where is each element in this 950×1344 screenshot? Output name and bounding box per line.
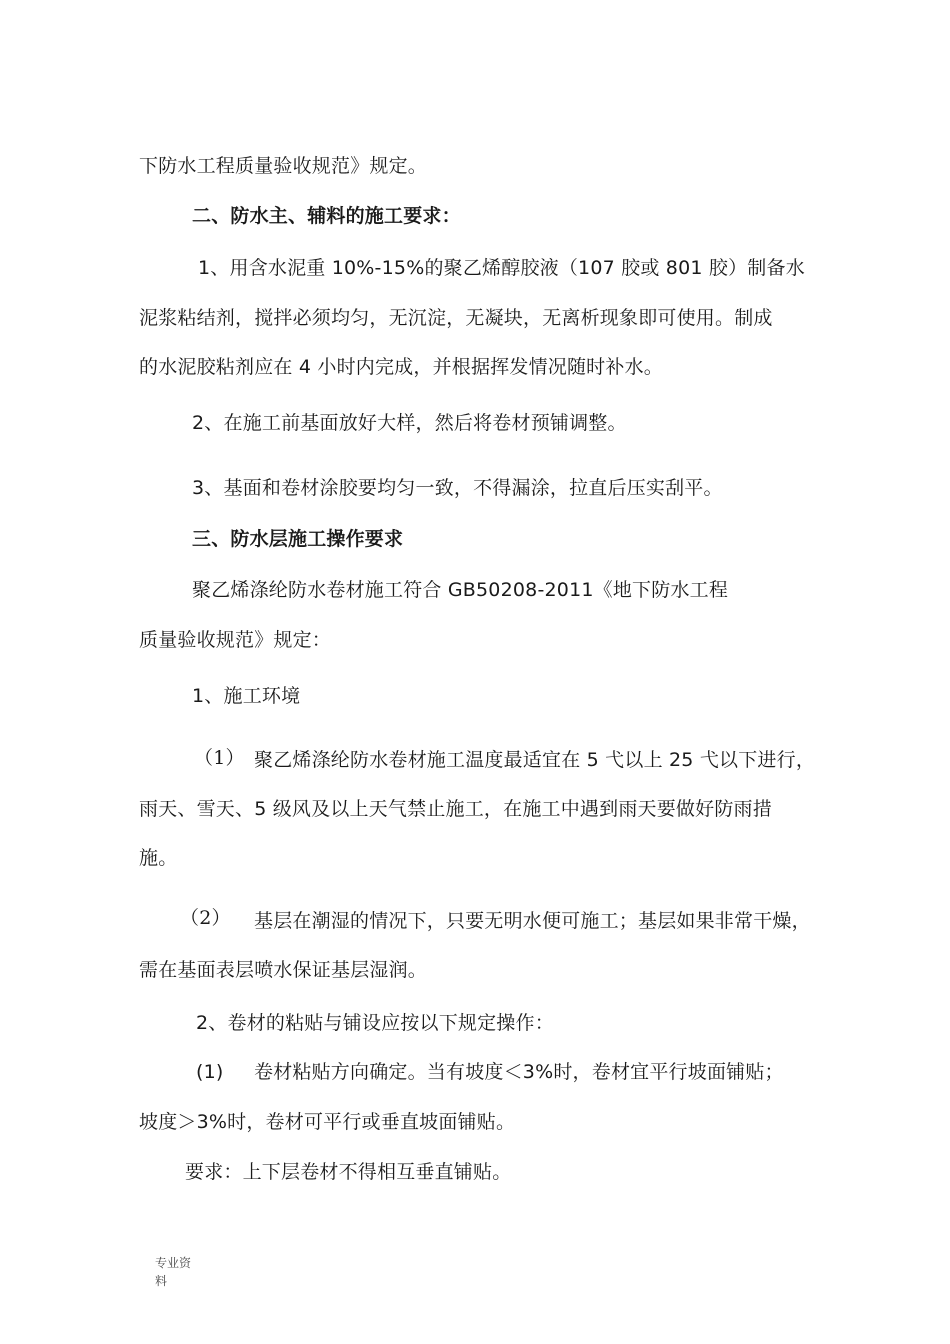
item-number-1: （1） [194,747,245,769]
text-line-12: 聚乙烯涤纶防水卷材施工温度最适宜在 5 弋以上 25 弋以下进行， [254,749,816,771]
text-line-19: 坡度＞3%时，卷材可平行或垂直坡面铺贴。 [139,1111,516,1133]
text-line-7: 3、基面和卷材涂胶要均匀一致，不得漏涂，拉直后压实刮平。 [192,477,723,499]
text-line-13: 雨天、雪天、5 级风及以上天气禁止施工，在施工中遇到雨天要做好防雨措 [139,798,772,820]
text-line-5: 的水泥胶粘剂应在 4 小时内完成，并根据挥发情况随时补水。 [139,356,663,378]
text-line-10: 质量验收规范》规定： [139,629,332,651]
section-heading-3: 三、防水层施工操作要求 [192,528,404,550]
text-line-15: 基层在潮湿的情况下，只要无明水便可施工；基层如果非常干燥， [254,910,811,932]
text-line-16: 需在基面表层喷水保证基层湿润。 [139,959,428,981]
text-line-11: 1、施工环境 [192,685,301,707]
text-line-18: 卷材粘贴方向确定。当有坡度＜3%时，卷材宜平行坡面铺贴； [254,1061,784,1083]
text-line-17: 2、卷材的粘贴与铺设应按以下规定操作： [196,1012,554,1034]
text-line-6: 2、在施工前基面放好大样，然后将卷材预铺调整。 [192,412,627,434]
text-line-3: 1、用含水泥重 10%-15%的聚乙烯醇胶液（107 胶或 801 胶）制备水 [198,257,805,279]
text-line-20: 要求：上下层卷材不得相互垂直铺贴。 [185,1161,512,1183]
text-line-14: 施。 [139,847,178,869]
text-line-4: 泥浆粘结剂，搅拌必须均匀，无沉淀，无凝块，无离析现象即可使用。制成 [139,307,773,329]
text-line-9: 聚乙烯涤纶防水卷材施工符合 GB50208-2011《地下防水工程 [192,579,729,601]
section-heading-2: 二、防水主、辅料的施工要求： [192,205,461,227]
text-line-1: 下防水工程质量验收规范》规定。 [139,155,428,177]
item-number-3: (1) [196,1061,224,1083]
item-number-2: （2） [180,907,231,929]
footer-label-line-1: 专业资 [155,1256,192,1270]
footer-label-line-2: 料 [155,1274,168,1288]
